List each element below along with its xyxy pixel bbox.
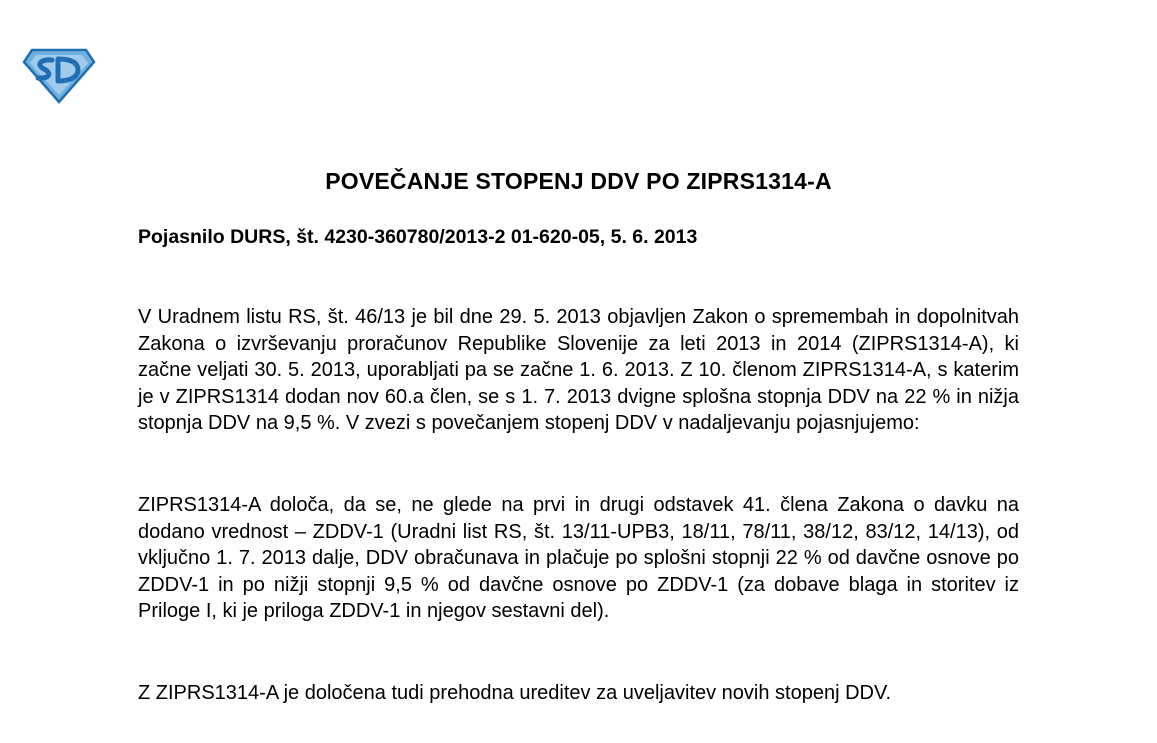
paragraph-3: Z ZIPRS1314-A je določena tudi prehodna ureditev za uveljavitev novih stopenj DDV.	[138, 682, 892, 704]
sd-logo-icon	[22, 48, 96, 104]
document-title: POVEČANJE STOPENJ DDV PO ZIPRS1314-A	[325, 168, 832, 194]
document-subtitle: Pojasnilo DURS, št. 4230-360780/2013-2 01-620-05, 5. 6. 2013	[138, 226, 698, 248]
paragraph-2: ZIPRS1314-A določa, da se, ne glede na prvi in drugi odstavek 41. člena Zakona o davku na dodano vrednost – ZDDV-1 (Uradni list RS, št. 13/11-UPB3, 18/11, 78/11, 38/12, 83/12, 14/13), od vključno 1. 7. 2013 dalje, DDV obračunava in plačuje po splošni stopnji 22 % od davčne osnove po ZDDV-1 in po nižji stopnji 9,5 % od davčne osnove po ZDDV-1 (za dobave blaga in storitev iz Priloge I, ki je priloga ZDDV-1 in njegov sestavni del).	[138, 494, 1019, 622]
paragraph-1: V Uradnem listu RS, št. 46/13 je bil dne 29. 5. 2013 objavljen Zakon o spremembah in dopolnitvah Zakona o izvrševanju proračunov Republike Slovenije za leti 2013 in 2014 (ZIPRS1314-A), ki začne veljati 30. 5. 2013, uporabljati pa se začne 1. 6. 2013. Z 10. členom ZIPRS1314-A, s katerim je v ZIPRS1314 dodan nov 60.a člen, se s 1. 7. 2013 dvigne splošna stopnja DDV na 22 % in nižja stopnja DDV na 9,5 %. V zvezi s povečanjem stopenj DDV v nadaljevanju pojasnjujemo:	[138, 306, 1019, 434]
